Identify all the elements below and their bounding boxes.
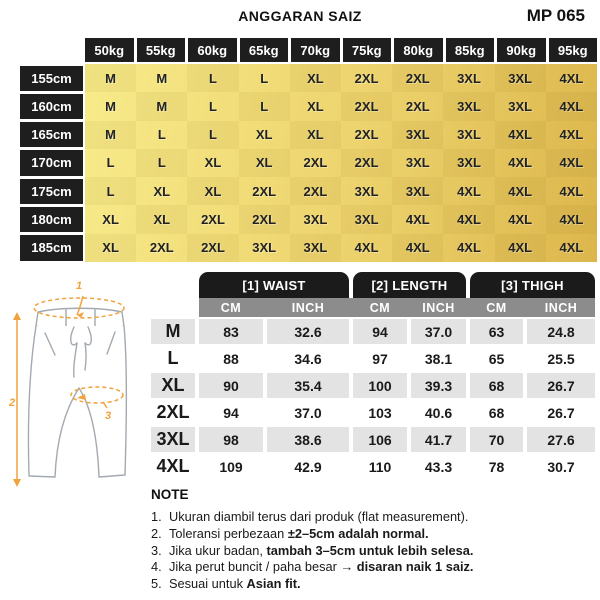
size-matrix-cell: 2XL: [354, 127, 379, 143]
measurement-value: 25.5: [547, 350, 575, 367]
size-matrix-cell: 3XL: [290, 234, 341, 262]
note-segment-bold: tambah 3–5cm untuk lebih selesa.: [266, 542, 474, 558]
size-row-label: L: [167, 348, 179, 368]
measurement-value: 94: [353, 319, 407, 344]
size-matrix-cell: L: [209, 98, 217, 114]
unit-header-cell: INCH: [291, 300, 325, 315]
weight-header-cell: 95kg: [549, 38, 598, 62]
size-matrix-cell: XL: [102, 212, 119, 228]
note-segment-bold: ±2–5cm adalah normal.: [287, 525, 429, 541]
unit-header-cell: CM: [486, 300, 507, 315]
measurement-value: 38.1: [424, 350, 453, 367]
note-section: [151, 487, 597, 593]
size-matrix-cell: 4XL: [546, 205, 597, 233]
size-matrix-cell: 4XL: [405, 212, 430, 228]
weight-header-cell: 90kg: [497, 38, 546, 62]
length-arrow-top: [13, 312, 21, 320]
size-matrix-cell: 3XL: [392, 121, 443, 149]
pants-diagram: [8, 276, 153, 488]
note-segment: Ukuran diambil terus dari produk (flat measurement).: [169, 509, 469, 524]
measurement-value: 37.0: [411, 319, 466, 344]
size-matrix-cell: 3XL: [508, 98, 533, 114]
measurement-value: 83: [199, 319, 263, 344]
size-matrix-cell: XL: [136, 205, 187, 233]
height-header-cell: 175cm: [20, 179, 83, 204]
pants-line-art: [8, 276, 153, 488]
measurement-value: 38.6: [267, 427, 349, 452]
marker-waist: 1: [75, 280, 83, 292]
size-matrix-cell: XL: [85, 234, 136, 262]
measurement-value: 63: [470, 319, 523, 344]
size-matrix-cell: 3XL: [495, 64, 546, 92]
height-header-cell: 160cm: [20, 94, 83, 119]
measurement-value: 39.3: [411, 373, 466, 398]
note-segment: Jika ukur badan,: [169, 542, 267, 558]
size-matrix-cell: 4XL: [443, 205, 494, 233]
size-matrix-cell: XL: [239, 149, 290, 177]
size-matrix-cell: 4XL: [546, 149, 597, 177]
measurement-value: 100: [353, 373, 407, 398]
size-matrix-cell: L: [239, 92, 290, 120]
measurement-value: 78: [488, 458, 505, 475]
size-matrix-cell: XL: [290, 121, 341, 149]
measurement-value: 30.7: [547, 458, 575, 475]
size-matrix-cell: 3XL: [354, 183, 379, 199]
size-matrix-cell: L: [260, 70, 269, 86]
size-matrix-cell: 2XL: [354, 70, 379, 86]
measurement-value: 68: [470, 373, 523, 398]
size-matrix-cell: 4XL: [392, 234, 443, 262]
size-matrix-cell: L: [106, 155, 115, 171]
unit-header-cell: INCH: [422, 300, 455, 315]
size-matrix-cell: XL: [153, 183, 171, 199]
size-matrix-cell: 4XL: [354, 240, 379, 256]
size-matrix-cell: 4XL: [457, 240, 481, 256]
measurement-value: 90: [199, 373, 263, 398]
measurement-value: 27.6: [527, 427, 595, 452]
measurement-value: 42.9: [294, 458, 322, 475]
size-matrix-cell: L: [187, 121, 238, 149]
note-segment-bold: disaran naik 1 saiz.: [356, 559, 474, 575]
note-item-number: 1.: [151, 509, 162, 524]
model-number: MP 065: [526, 6, 585, 25]
note-segment-bold: Asian fit.: [246, 576, 301, 592]
size-matrix-cell: M: [105, 98, 117, 114]
height-header-cell: 165cm: [20, 122, 83, 147]
size-matrix-cell: XL: [290, 64, 341, 92]
measurement-value: 106: [353, 427, 407, 452]
tab-waist: [1] WAIST: [199, 272, 349, 298]
thigh-arrowhead: [77, 394, 86, 400]
size-matrix-cell: M: [156, 70, 168, 86]
size-matrix-cell: 4XL: [559, 70, 584, 86]
note-segment: Toleransi perbezaan: [169, 525, 288, 541]
size-matrix-cell: 2XL: [290, 177, 341, 205]
size-matrix-cell: 2XL: [239, 205, 290, 233]
note-item-text: [169, 543, 473, 560]
note-item-text: [169, 526, 429, 543]
measurement-value: 40.6: [424, 404, 453, 421]
note-item: [151, 543, 597, 560]
measurement-group-tabs: [151, 272, 597, 298]
unit-header-cell: CM: [220, 300, 242, 315]
pant-legs: [28, 326, 126, 477]
size-matrix-cell: 4XL: [495, 121, 546, 149]
measurement-value: 26.7: [527, 373, 595, 398]
weight-header-cell: 85kg: [446, 38, 495, 62]
measurement-value: 98: [199, 427, 263, 452]
measurement-value: 88: [223, 350, 239, 367]
size-matrix-cell: 3XL: [252, 240, 277, 256]
size-row-label: M: [151, 319, 195, 344]
size-matrix-cell: 2XL: [341, 92, 392, 120]
measurement-value: 43.3: [424, 458, 453, 475]
size-matrix-cell: 4XL: [559, 127, 584, 143]
note-item: [151, 576, 597, 593]
measurement-value: 70: [470, 427, 523, 452]
size-matrix-cell: 2XL: [405, 98, 430, 114]
measurement-rows: [151, 319, 597, 479]
tab-thigh: [3] THIGH: [470, 272, 595, 298]
length-arrow-bottom: [13, 479, 21, 487]
measurement-table: [151, 272, 597, 479]
size-matrix-cell: XL: [204, 155, 222, 171]
measurement-value: 34.6: [294, 350, 322, 367]
tab-spacer: [151, 272, 195, 298]
note-item-text: [169, 576, 301, 593]
tab-length: [2] LENGTH: [353, 272, 466, 298]
weight-header-cell: 55kg: [137, 38, 186, 62]
measurement-value: 35.4: [267, 373, 349, 398]
note-item-number: 3.: [151, 542, 162, 558]
size-matrix-cell: 3XL: [341, 205, 392, 233]
note-item-text: [169, 559, 473, 576]
height-header-cell: 170cm: [20, 150, 83, 175]
measurement-value: 65: [488, 350, 505, 367]
size-matrix-cell: 4XL: [508, 155, 533, 171]
size-row-label: 3XL: [151, 427, 195, 452]
size-matrix-cell: 2XL: [201, 212, 225, 228]
size-row-label: 2XL: [156, 402, 190, 422]
marker-length: 2: [9, 397, 16, 409]
note-item-text: [169, 509, 468, 526]
measurement-value: 32.6: [267, 319, 349, 344]
size-matrix-cell: 2XL: [187, 234, 238, 262]
size-matrix-cell: 3XL: [303, 212, 328, 228]
size-matrix-cell: L: [187, 64, 238, 92]
size-row-label: 4XL: [156, 456, 190, 476]
note-list: [151, 509, 597, 593]
measurement-value: 97: [372, 350, 388, 367]
size-matrix-cell: L: [85, 177, 136, 205]
measurement-value: 109: [219, 458, 243, 475]
size-matrix-cell: 4XL: [495, 234, 546, 262]
unit-header-cell: INCH: [544, 300, 578, 315]
size-matrix-cell: 3XL: [457, 70, 481, 86]
size-matrix-cell: M: [85, 121, 136, 149]
size-matrix-cell: XL: [255, 127, 273, 143]
height-header-cell: 185cm: [20, 235, 83, 260]
note-item-number: 2.: [151, 525, 162, 541]
size-matrix-cell: 4XL: [546, 92, 597, 120]
size-matrix-cell: M: [85, 64, 136, 92]
note-segment: Jika perut buncit / paha besar →: [169, 559, 357, 575]
measurement-value: 26.7: [547, 404, 575, 421]
size-matrix-cell: 2XL: [252, 183, 277, 199]
note-title: NOTE: [151, 487, 189, 502]
page-title: ANGGARAN SAIZ: [238, 8, 362, 24]
size-matrix-cell: 2XL: [303, 155, 328, 171]
weight-header-cell: 50kg: [85, 38, 134, 62]
measurement-value: 41.7: [411, 427, 466, 452]
measurement-value: 24.8: [527, 319, 595, 344]
size-matrix-cell: 2XL: [392, 64, 443, 92]
size-matrix-cell: 4XL: [495, 177, 546, 205]
weight-header-row: [85, 38, 597, 62]
note-item: [151, 526, 597, 543]
measurement-value: 103: [368, 404, 392, 421]
size-matrix-cell: 3XL: [392, 177, 443, 205]
weight-header-cell: 70kg: [291, 38, 340, 62]
note-segment: Sesuai untuk: [169, 576, 247, 592]
measurement-value: 68: [488, 404, 505, 421]
size-matrix-cell: 3XL: [457, 127, 481, 143]
measurement-value: 94: [223, 404, 239, 421]
note-item: [151, 509, 597, 526]
note-item: [151, 559, 597, 576]
size-matrix-cell: XL: [187, 177, 238, 205]
size-matrix-cell: 4XL: [508, 212, 533, 228]
size-matrix-cell: 4XL: [559, 183, 584, 199]
size-matrix-cell: 2XL: [149, 240, 174, 256]
note-item-number: 5.: [151, 576, 162, 592]
size-matrix-cell: 3XL: [443, 92, 494, 120]
height-header-column: [20, 64, 83, 262]
weight-header-cell: 65kg: [240, 38, 289, 62]
size-row-label: XL: [151, 373, 195, 398]
weight-header-cell: 60kg: [188, 38, 237, 62]
size-matrix-cell: L: [136, 149, 187, 177]
unit-header-cell: CM: [369, 300, 391, 315]
note-item-number: 4.: [151, 559, 162, 575]
size-matrix: [20, 38, 597, 262]
measurement-value: 110: [368, 458, 392, 475]
height-header-cell: 180cm: [20, 207, 83, 232]
weight-header-cell: 75kg: [343, 38, 392, 62]
height-header-cell: 155cm: [20, 66, 83, 91]
size-matrix-cell: 3XL: [405, 155, 430, 171]
size-matrix-cell: 2XL: [341, 149, 392, 177]
size-matrix-cell: 4XL: [457, 183, 481, 199]
size-matrix-cell: L: [157, 127, 166, 143]
units-header-row: [199, 298, 595, 317]
weight-header-cell: 80kg: [394, 38, 443, 62]
marker-thigh: 3: [104, 410, 112, 422]
size-matrix-cell: XL: [307, 98, 324, 114]
size-matrix-cell: M: [136, 92, 187, 120]
measurement-value: 37.0: [294, 404, 322, 421]
size-matrix-cell: 3XL: [443, 149, 494, 177]
size-matrix-cell: 4XL: [559, 240, 584, 256]
size-matrix-cells: [85, 64, 597, 262]
